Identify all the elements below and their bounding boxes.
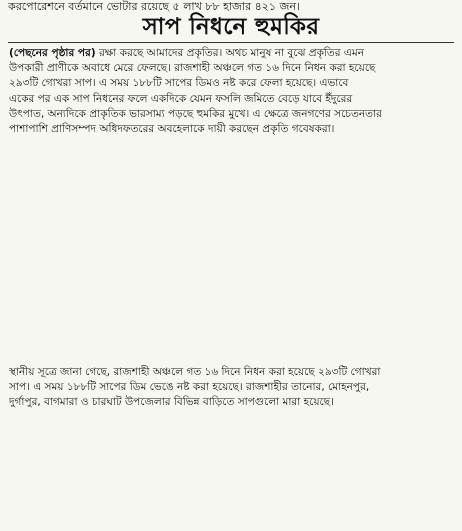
paragraph-1-line	[9, 335, 453, 350]
paragraph-2-line	[9, 471, 453, 486]
paragraph-1-line	[9, 198, 453, 213]
paragraph-1-line	[9, 183, 453, 198]
paragraph-1-line	[9, 168, 453, 183]
paragraph-1-line	[9, 289, 453, 304]
paragraph-1-line	[9, 243, 453, 258]
paragraph-2	[9, 365, 453, 531]
paragraph-1-line	[9, 274, 453, 289]
paragraph-1-line: পাশাপাশি প্রাণিসম্পদ অধিদফতরের অবহেলাকে দায়ী করছেন প্রকৃতি গবেষকরা।	[9, 122, 335, 135]
paragraph-1-line	[9, 304, 453, 319]
paragraph-1-line	[9, 152, 453, 167]
paragraph-2-line: সাপ। এ সময় ১৮৮টি সাপের ডিম ভেঙে নষ্ট করা হয়েছে। রাজশাহীর তানোর, মোহনপুর,	[9, 381, 370, 394]
paragraph-1-line-1-text: রক্ষা করছে আমাদের প্রকৃতির। অথচ মানুষ না বুঝে প্রকৃতির এমন	[98, 47, 365, 59]
paragraph-1-line	[9, 259, 453, 274]
paragraph-2-line	[9, 517, 453, 531]
paragraph-2-line	[9, 411, 453, 426]
paragraph-2-line	[9, 486, 453, 501]
paragraph-1-line	[9, 350, 453, 365]
paragraph-1-line: ২৯৩টি গোখরা সাপ। এ সময় ১৮৮টি সাপের ডিমও নষ্ট করে ফেলা হয়েছে। এভাবে	[9, 77, 349, 90]
article-body	[9, 46, 453, 531]
paragraph-1-line: উৎপাত, অন্যদিকে প্রাকৃতিক ভারসাম্য পড়ছে হুমকির মুখে। এ ক্ষেত্রে জনগণের সচেতনতার	[9, 107, 382, 120]
paragraph-2-line	[9, 502, 453, 517]
previous-article-tail: করপোরেশনে বর্তমানে ভোটার রয়েছে ৫ লাখ ৮৮ হাজার ৪২১ জন।	[8, 0, 300, 13]
paragraph-1-line-1	[9, 46, 453, 61]
paragraph-1-line	[9, 228, 453, 243]
continued-from-label: (পেছনের পৃষ্ঠার পর)	[9, 47, 96, 59]
paragraph-1-line: একের পর এক সাপ নিধনের ফলে একদিকে যেমন ফসলি জমিতে বেড়ে যাবে ইঁদুরের	[9, 92, 353, 105]
paragraph-2-line	[9, 441, 453, 456]
article-headline: সাপ নিধনে হুমকির	[142, 13, 320, 40]
paragraph-2-line	[9, 426, 453, 441]
paragraph-1-line: উপকারী প্রাণীকে অবাধে মেরে ফেলছে। রাজশাহী অঞ্চলে গত ১৬ দিনে নিধন করা হয়েছে	[9, 62, 376, 75]
headline-divider	[8, 42, 454, 43]
paragraph-2-line	[9, 456, 453, 471]
paragraph-1-line	[9, 213, 453, 228]
paragraph-2-line: দুর্গাপুর, বাগমারা ও চারঘাট উপজেলার বিভিন্ন বাড়িতে সাপগুলো মারা হয়েছে।	[9, 396, 334, 409]
paragraph-1	[9, 46, 453, 365]
paragraph-1-line	[9, 137, 453, 152]
paragraph-1-line	[9, 319, 453, 334]
paragraph-2-line: স্থানীয় সূত্রে জানা গেছে, রাজশাহী অঞ্চলে গত ১৬ দিনে নিধন করা হয়েছে ২৯৩টি গোখরা	[9, 365, 381, 378]
